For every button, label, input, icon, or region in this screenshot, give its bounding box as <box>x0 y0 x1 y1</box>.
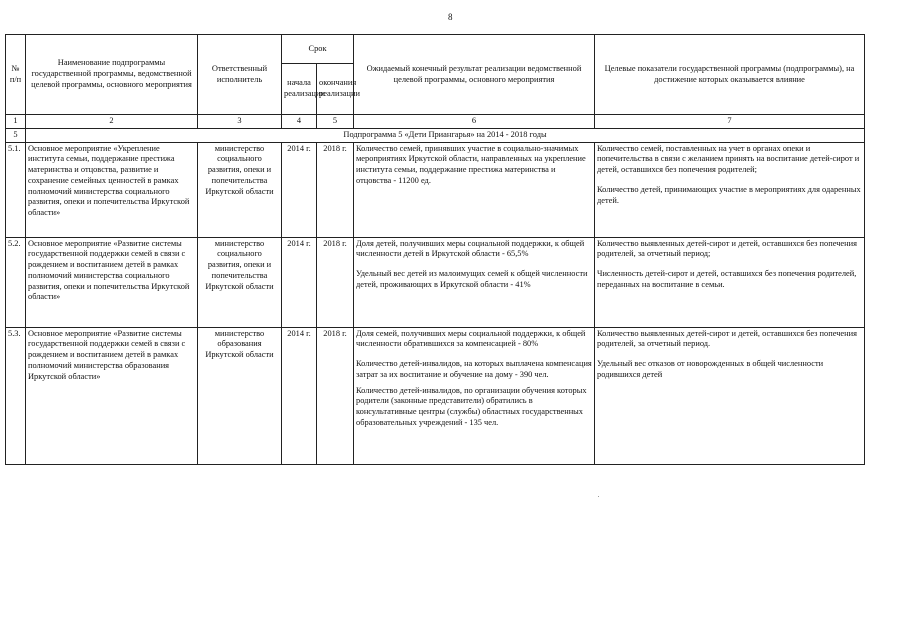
row-result <box>354 142 595 237</box>
header-name: Наименование подпрограммы государственной программы, ведомственной целевой программы, основного мероприятия <box>26 35 198 115</box>
colnum-3: 3 <box>198 115 282 129</box>
column-number-row <box>6 115 865 129</box>
colnum-2: 2 <box>26 115 198 129</box>
subprogram-row <box>6 128 865 142</box>
indicator-text: Количество семей, поставленных на учет в органах опеки и попечительства в связи с желанием принять на воспитание детей-сирот и детей, оставшихся без попечения родителей; <box>597 143 860 174</box>
result-text: Количество семей, принявших участие в социально-значимых мероприятиях Иркутской области, направленных на укрепление института семьи, поддержание престижа материнства и отцовства - 11200 ед. <box>356 143 586 185</box>
row-name: Основное мероприятие «Укрепление института семьи, поддержание престижа материнства и отцовства, развитие и сохранение семейных ценностей в рамках полномочий министерства социального развития, опеки и попечительства Иркутской области» <box>26 142 198 237</box>
indicator-text: Количество выявленных детей-сирот и детей, оставшихся без попечения родителей, за отчетный период. <box>597 328 857 349</box>
row-result <box>354 237 595 327</box>
row-end: 2018 г. <box>317 142 354 237</box>
header-executor: Ответственный исполнитель <box>198 35 282 115</box>
header-indicators: Целевые показатели государственной программы (подпрограммы), на достижение которых оказывается влияние <box>595 35 865 115</box>
colnum-7: 7 <box>595 115 865 129</box>
colnum-1: 1 <box>6 115 26 129</box>
indicator-text: Численность детей-сирот и детей, оставшихся без попечения родителей, переданных на воспитание в семьи. <box>597 269 857 289</box>
result-text: Удельный вес детей из малоимущих семей к общей численности детей, проживающих в Иркутской области - 41% <box>356 269 588 289</box>
row-start: 2014 г. <box>282 327 317 464</box>
result-text: Количество детей-инвалидов, на которых выплачена компенсация затрат за их воспитание и обучение на дому - 390 чел. <box>356 359 592 379</box>
subprogram-number: 5 <box>6 128 26 142</box>
indicator-text: Количество детей, принимающих участие в мероприятиях для одаренных детей. <box>597 184 861 205</box>
row-indicators <box>595 142 865 237</box>
subprogram-title: Подпрограмма 5 «Дети Приангарья» на 2014 - 2018 годы <box>26 128 865 142</box>
result-text: Доля семей, получивших меры социальной поддержки, к общей численности обратившихся за компенсацией - 80% <box>356 328 586 349</box>
row-end: 2018 г. <box>317 327 354 464</box>
header-number: № п/п <box>6 35 26 115</box>
result-text: Доля детей, получивших меры социальной поддержки, к общей численности детей в Иркутской области - 65,5% <box>356 238 585 259</box>
row-indicators <box>595 327 865 464</box>
row-number: 5.1. <box>6 142 26 237</box>
table-row <box>6 237 865 327</box>
header-end: окончания реализации <box>317 64 354 115</box>
header-start: начала реализации <box>282 64 317 115</box>
indicator-text: Количество выявленных детей-сирот и детей, оставшихся без попечения родителей, за отчетный период; <box>597 238 857 259</box>
header-result: Ожидаемый конечный результат реализации ведомственной целевой программы, основного мероприятия <box>354 35 595 115</box>
row-end: 2018 г. <box>317 237 354 327</box>
row-name: Основное мероприятие «Развитие системы государственной поддержки семей в связи с рождением и воспитанием детей в рамках полномочий министерства социального развития, опеки и попечительства Иркутской области» <box>26 237 198 327</box>
row-indicators <box>595 237 865 327</box>
row-number: 5.2. <box>6 237 26 327</box>
row-executor: министерство социального развития, опеки и попечительства Иркутской области <box>198 142 282 237</box>
program-table <box>5 34 865 465</box>
page-number: 8 <box>448 12 453 22</box>
header-srok: Срок <box>282 35 354 64</box>
colnum-4: 4 <box>282 115 317 129</box>
row-executor: министерство социального развития, опеки и попечительства Иркутской области <box>198 237 282 327</box>
row-start: 2014 г. <box>282 142 317 237</box>
scan-speck <box>598 496 599 497</box>
result-text: Количество детей-инвалидов, по организации обучения которых родители (законные представители) обратились в консультативные центры (службы) областных государственных образовательных учреждений - 135 чел. <box>356 385 587 427</box>
colnum-6: 6 <box>354 115 595 129</box>
row-result <box>354 327 595 464</box>
table-row <box>6 327 865 464</box>
row-start: 2014 г. <box>282 237 317 327</box>
colnum-5: 5 <box>317 115 354 129</box>
row-executor: министерство образования Иркутской области <box>198 327 282 464</box>
row-number: 5.3. <box>6 327 26 464</box>
table-row <box>6 142 865 237</box>
row-name: Основное мероприятие «Развитие системы государственной поддержки семей в связи с рождением и воспитанием детей в рамках полномочий министерства образования Иркутской области» <box>26 327 198 464</box>
indicator-text: Удельный вес отказов от новорожденных в общей численности родившихся детей <box>597 359 824 379</box>
